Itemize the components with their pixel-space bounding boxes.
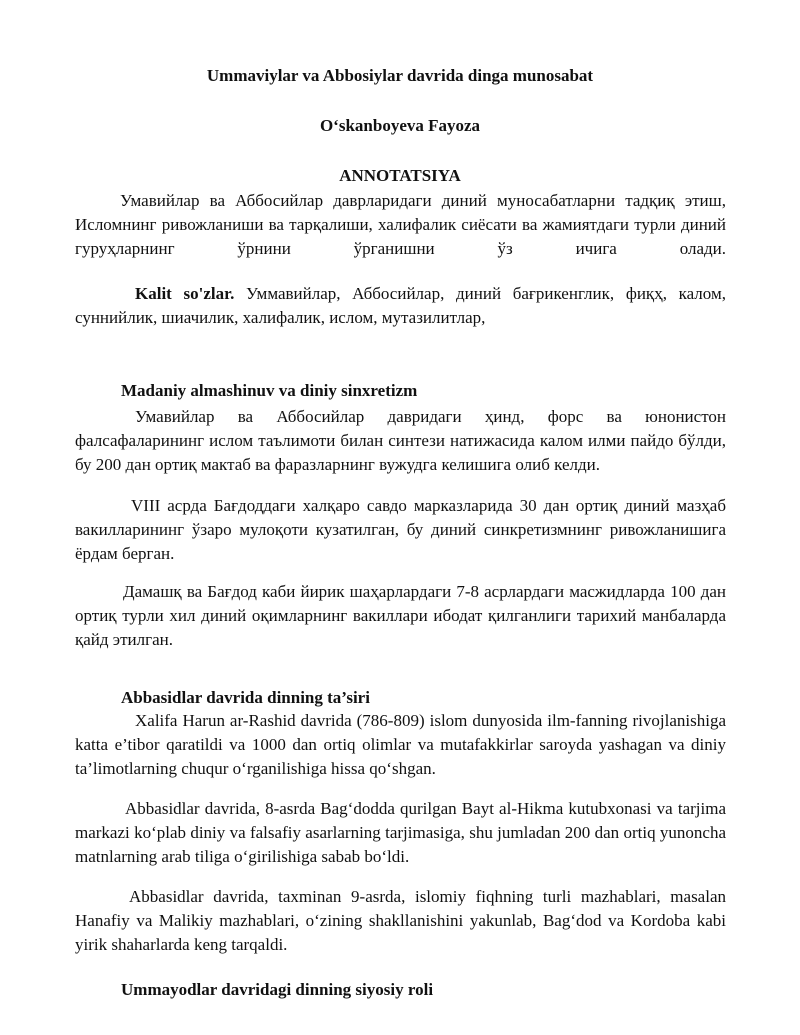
section-heading-abbasid-religion: Abbasidlar davrida dinning ta’siri	[121, 688, 370, 707]
keywords-text: Уммавийлар, Аббосийлар, диний бағрикенглик, фиқҳ, калом, суннийлик, шиачилик, халифалик, ислом, мутазилитлар,	[75, 284, 726, 327]
keywords-paragraph	[75, 282, 726, 330]
annotation-paragraph: Умавийлар ва Аббосийлар даврларидаги диний муносабатларни тадқиқ этиш, Исломнинг ривожланиши ва тарқалиши, халифалик сиёсати ва жамиятдаги турли диний гуруҳларнинг ўрнини ўрганишни ўз ичига олади.	[75, 191, 726, 258]
author-name: O‘skanboyeva Fayoza	[319, 116, 481, 135]
section1-paragraph-2: VIII асрда Бағдоддаги халқаро савдо марказларида 30 дан ортиқ диний мазҳаб вакилларининг ўзаро мулоқоти кузатилган, бу диний синкретизмнинг ривожланишига ёрдам берган.	[75, 496, 726, 563]
section-heading-cultural-exchange: Madaniy almashinuv va diniy sinxretizm	[121, 381, 418, 400]
section1-paragraph-1: Умавийлар ва Аббосийлар давридаги ҳинд, форс ва юнонистон фалсафаларининг ислом таълимоти билан синтези натижасида калом илми пайдо бўлди, бу 200 дан ортиқ мактаб ва фаразларнинг вужудга келишига олиб келди.	[75, 407, 726, 474]
section2-paragraph-3: Abbasidlar davrida, taxminan 9-asrda, islomiy fiqhning turli mazhablari, masalan Hanafiy va Malikiy mazhablari, o‘zining shakllanishini yakunlab, Bag‘dod va Kordoba kabi yirik shaharlarda keng tarqaldi.	[75, 887, 726, 954]
section-heading-umayyad-politics: Ummayodlar davridagi dinning siyosiy roli	[121, 980, 434, 999]
keywords-label: Kalit so'zlar.	[135, 284, 235, 303]
section2-paragraph-1: Xalifa Harun ar-Rashid davrida (786-809) islom dunyosida ilm-fanning rivojlanishiga katta e’tibor qaratildi va 1000 dan ortiq olimlar va mutafakkirlar saroyda yashagan va diniy ta’limotlarning chuqur o‘rganilishiga hissa qo‘shgan.	[75, 711, 726, 778]
section1-paragraph-3: Дамашқ ва Бағдод каби йирик шаҳарлардаги 7-8 асрлардаги масжидларда 100 дан ортиқ турли хил диний оқимларнинг вакиллари ибодат қилганлиги тарихий манбаларда қайд этилган.	[75, 582, 726, 649]
section2-paragraph-2: Abbasidlar davrida, 8-asrda Bag‘dodda qurilgan Bayt al-Hikma kutubxonasi va tarjima markazi ko‘plab diniy va falsafiy asarlarning tarjimasiga, shu jumladan 200 dan ortiq yunoncha matnlarning arab tiliga o‘girilishiga sabab bo‘ldi.	[75, 799, 726, 866]
annotation-heading: ANNOTATSIYA	[339, 166, 461, 185]
document-title: Ummaviylar va Abbosiylar davrida dinga munosabat	[206, 66, 594, 85]
